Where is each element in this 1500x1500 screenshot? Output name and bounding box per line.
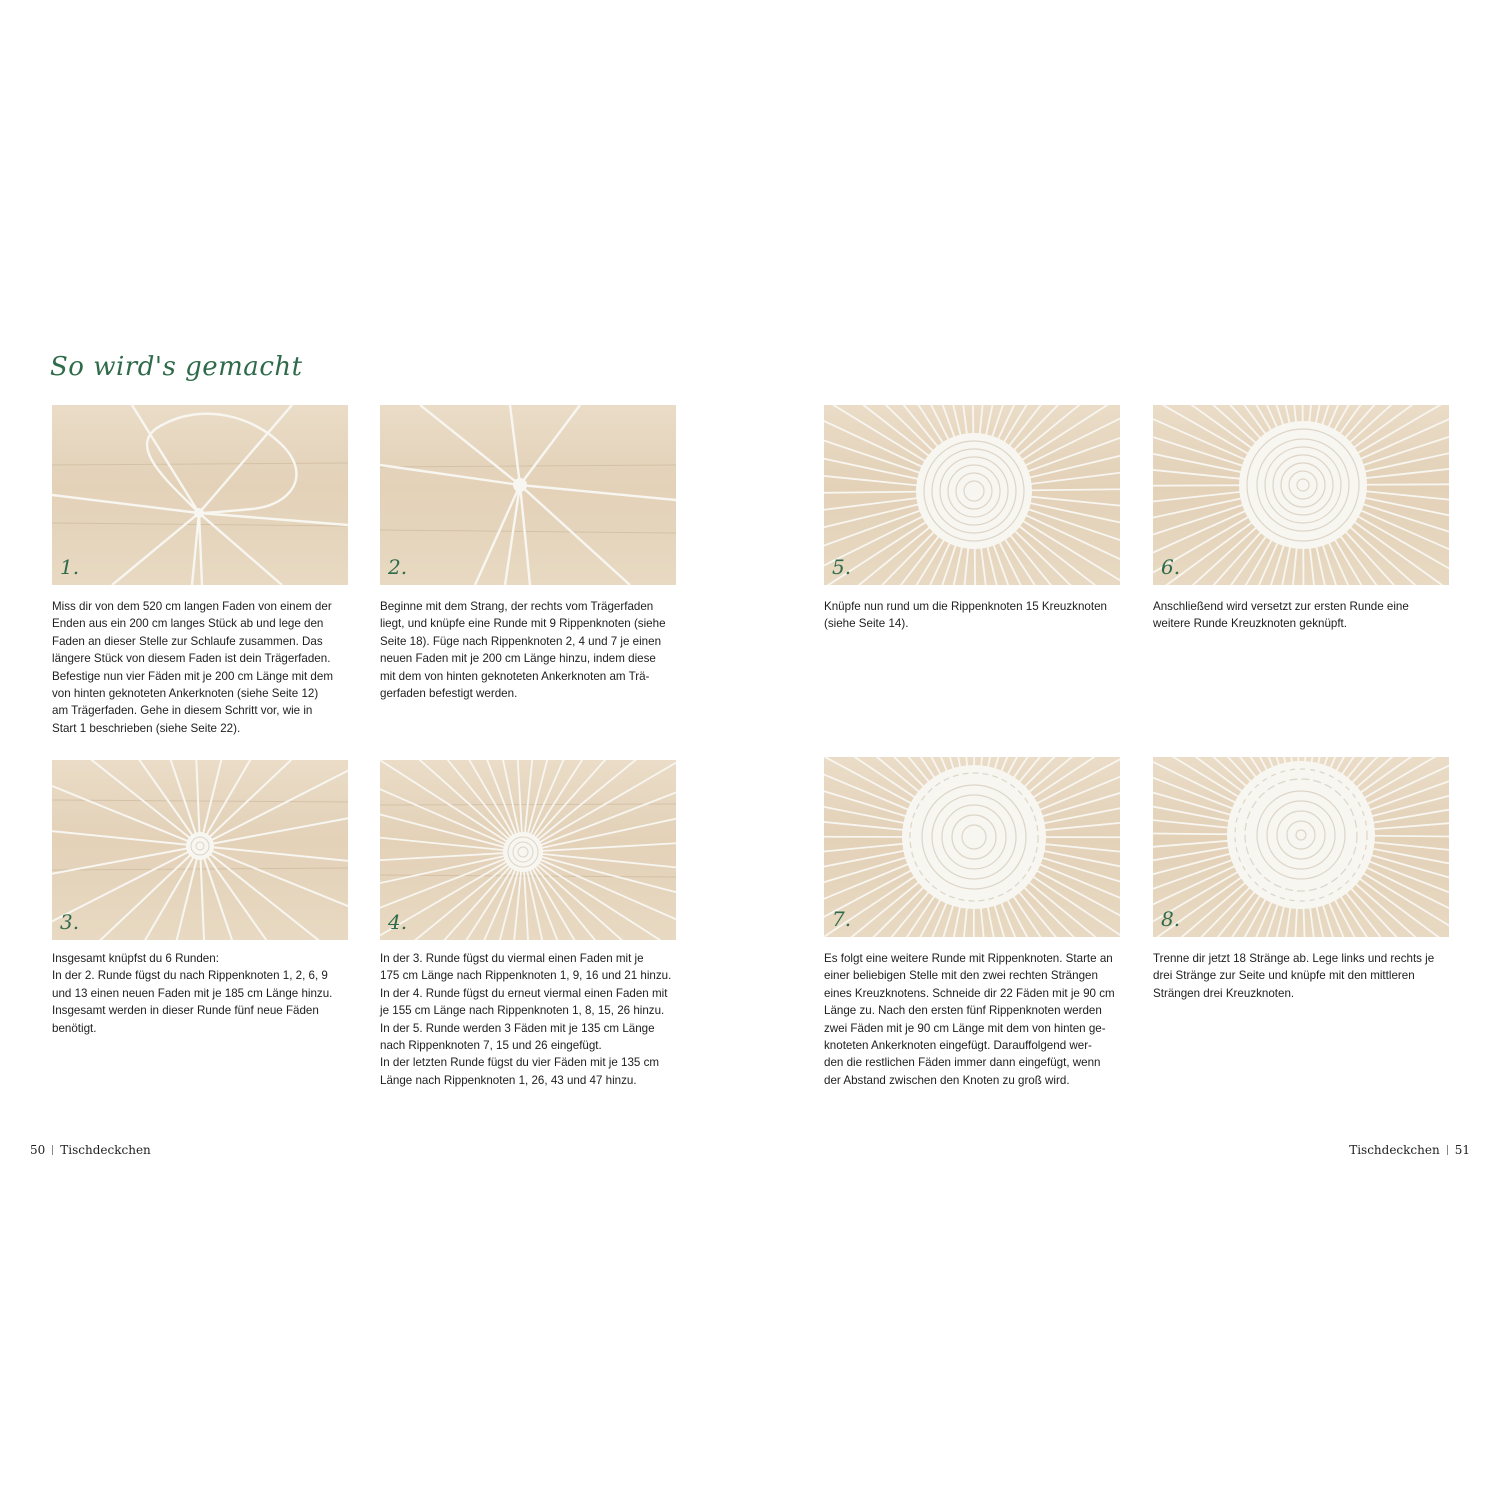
step-number: 3.	[60, 910, 80, 934]
cord-line	[200, 798, 348, 846]
step-8-photo	[1153, 757, 1449, 937]
cord-line	[52, 820, 200, 846]
cord-line	[200, 846, 348, 940]
step-4-photo	[380, 760, 676, 940]
step-number: 7.	[832, 907, 852, 931]
step-4-text	[380, 950, 676, 1089]
step-description: In der 3. Runde fügst du viermal einen Faden mit je 175 cm Länge nach Rippenknoten 1, 9, 16 und 21 hinzu. In der 4. Runde fügst du erneut viermal einen Faden mit je 155 cm Länge nach Rippenknoten 1, 8, 15, 26 hinzu. In der 5. Runde werden 3 Fäden mit je 135 cm Länge nach Rippenknoten 7, 15 und 26 eingefügt. In der letzten Runde fügst du vier Fäden mit je 135 cm Länge nach Rippenknoten 1, 26, 43 und 47 hinzu.	[380, 952, 672, 1087]
cord-line	[523, 852, 676, 878]
divider	[1447, 1145, 1448, 1155]
step-1-illustration	[52, 405, 348, 585]
cord-line	[200, 760, 263, 846]
step-2-illustration	[380, 405, 676, 585]
page-number: 51	[1454, 1143, 1470, 1157]
step-1-text	[52, 598, 348, 737]
cord-line	[392, 760, 523, 852]
step-description: Beginne mit dem Strang, der rechts vom Trägerfaden liegt, und knüpfe eine Runde mit 9 Rippenknoten (siehe Seite 18). Füge nach Rippenknoten 2, 4 und 7 je einen neuen Faden mit je 200 cm Länge hinzu, indem diese mit dem von hinten geknoteten Ankerknoten am Trä- gerfaden befestigt werden.	[380, 600, 666, 701]
step-3-text	[52, 950, 348, 1037]
step-1-photo	[52, 405, 348, 585]
step-description: Miss dir von dem 520 cm langen Faden von einem der Enden aus ein 200 cm langes Stück ab und lege den Faden an dieser Stelle zur Schlaufe zusammen. Das längere Stück von diesem Faden ist dein Trägerfaden. Befestige nun vier Fäden mit je 200 cm Länge mit dem von hinten geknoteten Ankerknoten (siehe Seite 12) am Trägerfaden. Gehe in diesem Schritt vor, wie in Start 1 beschrieben (siehe Seite 22).	[52, 600, 333, 735]
step-number: 5.	[832, 555, 852, 579]
step-6-photo	[1153, 405, 1449, 585]
chapter-title: Tischdeckchen	[60, 1143, 151, 1157]
step-2-photo	[380, 405, 676, 585]
step-5-text	[824, 598, 1120, 633]
chapter-title: Tischdeckchen	[1349, 1143, 1440, 1157]
step-7-illustration	[824, 757, 1120, 937]
step-7-text	[824, 950, 1120, 1089]
cord-line	[523, 760, 676, 852]
step-number: 4.	[388, 910, 408, 934]
step-3-illustration	[52, 760, 348, 940]
step-5-photo	[824, 405, 1120, 585]
cord-line	[200, 846, 284, 940]
step-5-illustration	[824, 405, 1120, 585]
step-3-photo	[52, 760, 348, 940]
step-number: 8.	[1161, 907, 1181, 931]
divider	[52, 1145, 53, 1155]
step-4-illustration	[380, 760, 676, 940]
section-heading: So wird's gemacht	[50, 352, 303, 382]
step-description: Trenne dir jetzt 18 Stränge ab. Lege links und rechts je drei Stränge zur Seite und knüpfe mit den mittleren Strängen drei Kreuzknoten.	[1153, 952, 1435, 1000]
step-8-illustration	[1153, 757, 1449, 937]
cord-line	[380, 760, 523, 852]
step-description: Knüpfe nun rund um die Rippenknoten 15 Kreuzknoten (siehe Seite 14).	[824, 600, 1107, 631]
footer-left	[30, 1143, 151, 1157]
footer-right	[1349, 1143, 1470, 1157]
step-8-text	[1153, 950, 1449, 1002]
step-2-text	[380, 598, 676, 702]
page-number: 50	[30, 1143, 46, 1157]
step-number: 1.	[60, 555, 80, 579]
step-6-illustration	[1153, 405, 1449, 585]
cord-line	[200, 846, 348, 940]
step-number: 6.	[1161, 555, 1181, 579]
step-6-text	[1153, 598, 1449, 633]
step-description: Es folgt eine weitere Runde mit Rippenknoten. Starte an einer beliebigen Stelle mit den zwei rechten Strängen eines Kreuzknotens. Schneide dir 22 Fäden mit je 90 cm Länge zu. Nach den ersten fünf Rippenknoten werden zwei Fäden mit je 90 cm Länge mit dem von hinten ge- knoteten Ankerknoten eingefügt. Darauffolgend wer- den die restlichen Fäden immer dann eingefügt, wenn der Abstand zwischen den Knoten zu groß wird.	[824, 952, 1115, 1087]
step-description: Insgesamt knüpfst du 6 Runden: In der 2. Runde fügst du nach Rippenknoten 1, 2, 6, 9 und 13 einen neuen Faden mit je 185 cm Länge hinzu. Insgesamt werden in dieser Runde fünf neue Fäden benötigt.	[52, 952, 333, 1035]
step-number: 2.	[388, 555, 408, 579]
cord-line	[116, 760, 200, 846]
step-7-photo	[824, 757, 1120, 937]
step-description: Anschließend wird versetzt zur ersten Runde eine weitere Runde Kreuzknoten geknüpft.	[1153, 600, 1409, 631]
cord-line	[200, 846, 348, 940]
